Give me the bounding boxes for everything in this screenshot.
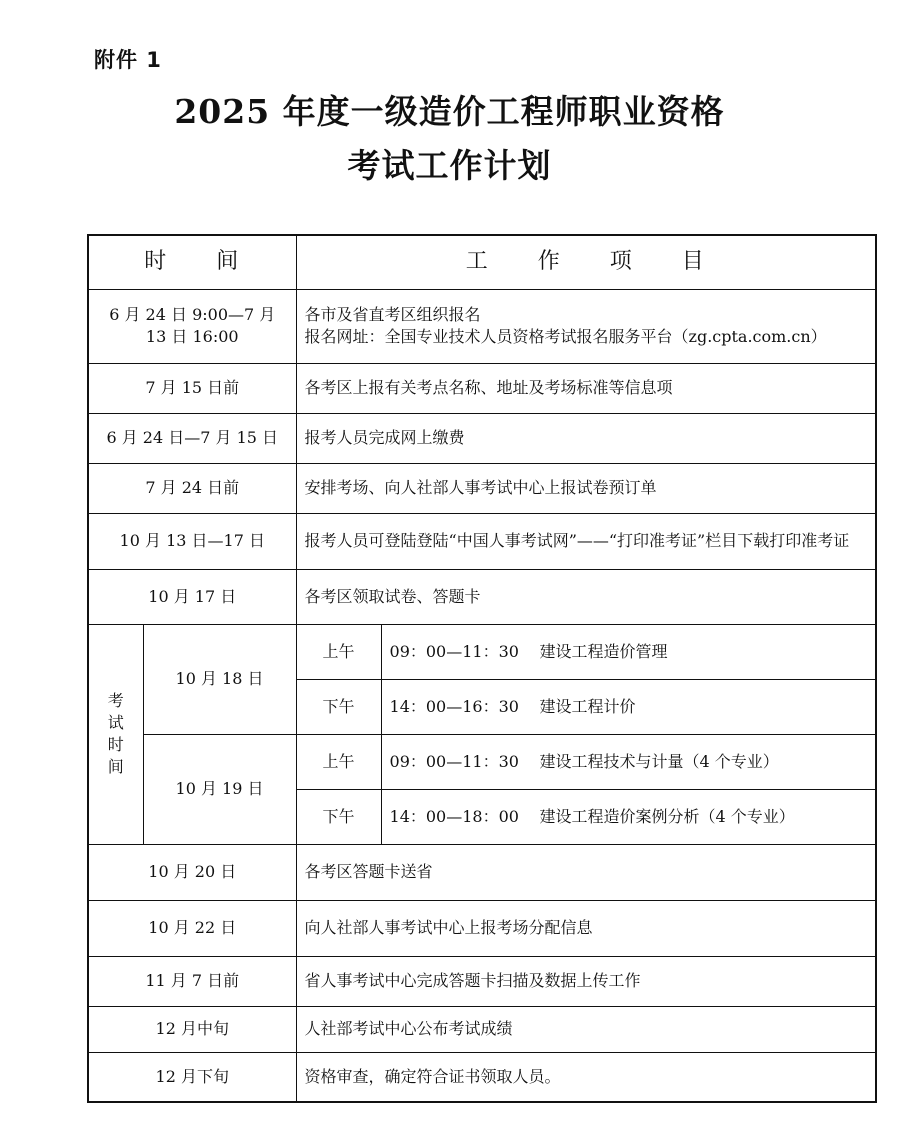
row-item-line: 报名网址：全国专业技术人员资格考试报名服务平台（zg.cpta.com.cn）: [304, 327, 827, 346]
row-item: 安排考场、向人社部人事考试中心上报试卷预订单: [296, 463, 876, 513]
row-time: 6 月 24 日—7 月 15 日: [88, 413, 296, 463]
exam-period: 下午: [296, 789, 381, 844]
table-row: [88, 289, 876, 363]
exam-time-label: [88, 624, 143, 844]
row-item: 报考人员可登陆登陆“中国人事考试网”——“打印准考证”栏目下载打印准考证: [296, 513, 876, 569]
row-item: [296, 289, 876, 363]
row-item: 人社部考试中心公布考试成绩: [296, 1006, 876, 1052]
exam-period: 下午: [296, 679, 381, 734]
table-row: [88, 1052, 876, 1102]
row-time: 10 月 22 日: [88, 900, 296, 956]
table-row: [88, 363, 876, 413]
table-row: [88, 956, 876, 1006]
header-time: 时 间: [88, 235, 296, 289]
table-row: [88, 900, 876, 956]
exam-session-subject: 建设工程造价案例分析（4 个专业）: [539, 806, 795, 826]
exam-row: [88, 624, 876, 679]
exam-session-time: 14：00—16：30: [389, 696, 519, 716]
table-row: [88, 569, 876, 624]
row-time: 6 月 24 日 9:00—7 月 13 日 16:00: [88, 289, 296, 363]
exam-session: [381, 624, 876, 679]
table-row: [88, 844, 876, 900]
row-time: 7 月 24 日前: [88, 463, 296, 513]
exam-period: 上午: [296, 624, 381, 679]
exam-session-time: 09：00—11：30: [389, 641, 519, 661]
row-time: 7 月 15 日前: [88, 363, 296, 413]
table-header-row: [88, 235, 876, 289]
exam-session: [381, 789, 876, 844]
row-item: 资格审查，确定符合证书领取人员。: [296, 1052, 876, 1102]
row-item: 报考人员完成网上缴费: [296, 413, 876, 463]
header-work-items: 工 作 项 目: [296, 235, 876, 289]
exam-session-time: 09：00—11：30: [389, 751, 519, 771]
row-item: 各考区上报有关考点名称、地址及考场标准等信息项: [296, 363, 876, 413]
row-item: 向人社部人事考试中心上报考场分配信息: [296, 900, 876, 956]
exam-session-subject: 建设工程造价管理: [539, 641, 668, 661]
row-time: 10 月 13 日—17 日: [88, 513, 296, 569]
row-item: 各考区答题卡送省: [296, 844, 876, 900]
row-item: 省人事考试中心完成答题卡扫描及数据上传工作: [296, 956, 876, 1006]
row-time: 11 月 7 日前: [88, 956, 296, 1006]
exam-session-time: 14：00—18：00: [389, 806, 519, 826]
document-title-line1: 2025 年度一级造价工程师职业资格: [174, 92, 725, 131]
table-row: [88, 1006, 876, 1052]
table-row: [88, 463, 876, 513]
exam-period: 上午: [296, 734, 381, 789]
row-item-line: 各市及省直考区组织报名: [304, 305, 481, 324]
exam-row: [88, 734, 876, 789]
exam-date: 10 月 19 日: [143, 734, 296, 844]
row-time: 12 月下旬: [88, 1052, 296, 1102]
schedule-table: [87, 234, 877, 1103]
table-row: [88, 513, 876, 569]
attachment-label: 附件 1: [94, 48, 162, 72]
row-time: 12 月中旬: [88, 1006, 296, 1052]
exam-time-label-text: 考试时间: [107, 691, 124, 776]
exam-date: 10 月 18 日: [143, 624, 296, 734]
exam-session: [381, 679, 876, 734]
row-time: 10 月 20 日: [88, 844, 296, 900]
exam-session: [381, 734, 876, 789]
exam-session-subject: 建设工程计价: [539, 696, 636, 716]
exam-session-subject: 建设工程技术与计量（4 个专业）: [539, 751, 779, 771]
document-title-line2: 考试工作计划: [347, 146, 552, 185]
row-time: 10 月 17 日: [88, 569, 296, 624]
table-row: [88, 413, 876, 463]
row-item: 各考区领取试卷、答题卡: [296, 569, 876, 624]
